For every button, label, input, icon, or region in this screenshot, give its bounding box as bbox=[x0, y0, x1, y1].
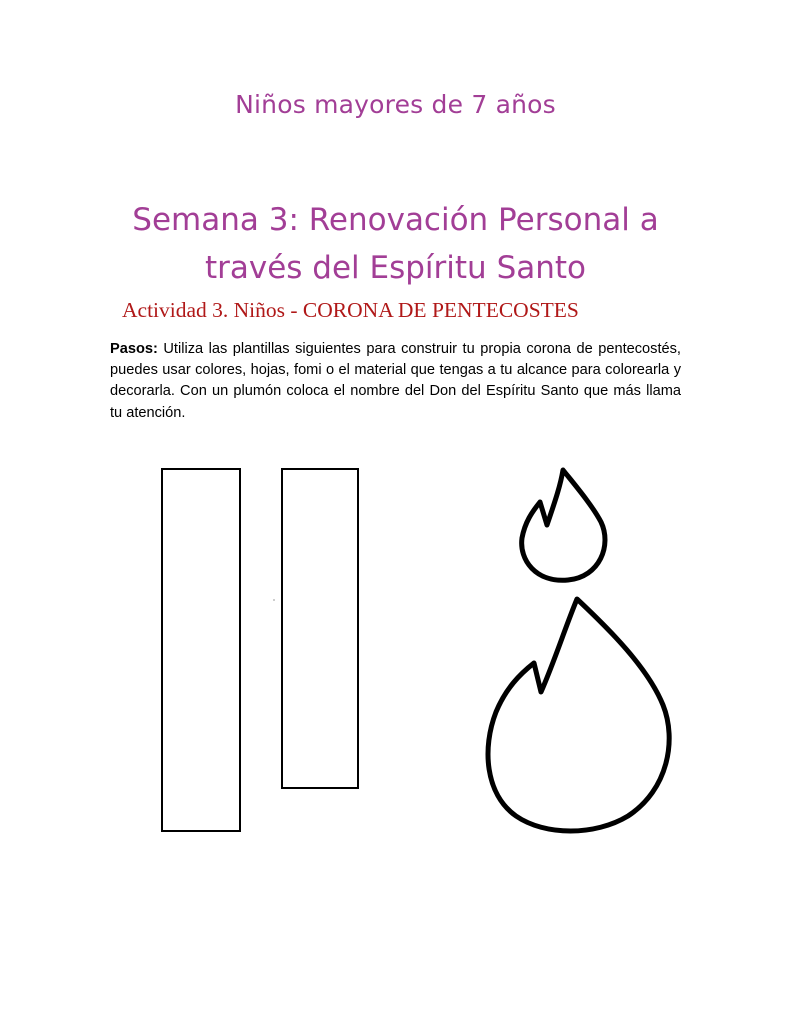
title-line-2: través del Espíritu Santo bbox=[204, 250, 587, 286]
small-flame-template bbox=[522, 470, 605, 580]
tall-strip-template bbox=[162, 469, 240, 831]
large-flame-template bbox=[488, 599, 669, 831]
instructions-label: Pasos: bbox=[110, 341, 158, 357]
stray-dot bbox=[273, 599, 274, 600]
age-group-subtitle: Niños mayores de 7 años bbox=[235, 90, 556, 119]
instructions-text: Utiliza las plantillas siguientes para construir tu propia corona de pentecostés, puedes usar colores, hojas, fomi o el material que tengas a tu alcance para colorearla y decorarla. Con un plumón coloca el nombre del Don del Espíritu Santo que más llama tu atención. bbox=[110, 341, 681, 421]
short-strip-template bbox=[282, 469, 358, 788]
title-line-1: Semana 3: Renovación Personal a bbox=[132, 202, 659, 238]
activity-heading: Actividad 3. Niños - CORONA DE PENTECOSTES bbox=[122, 298, 579, 322]
